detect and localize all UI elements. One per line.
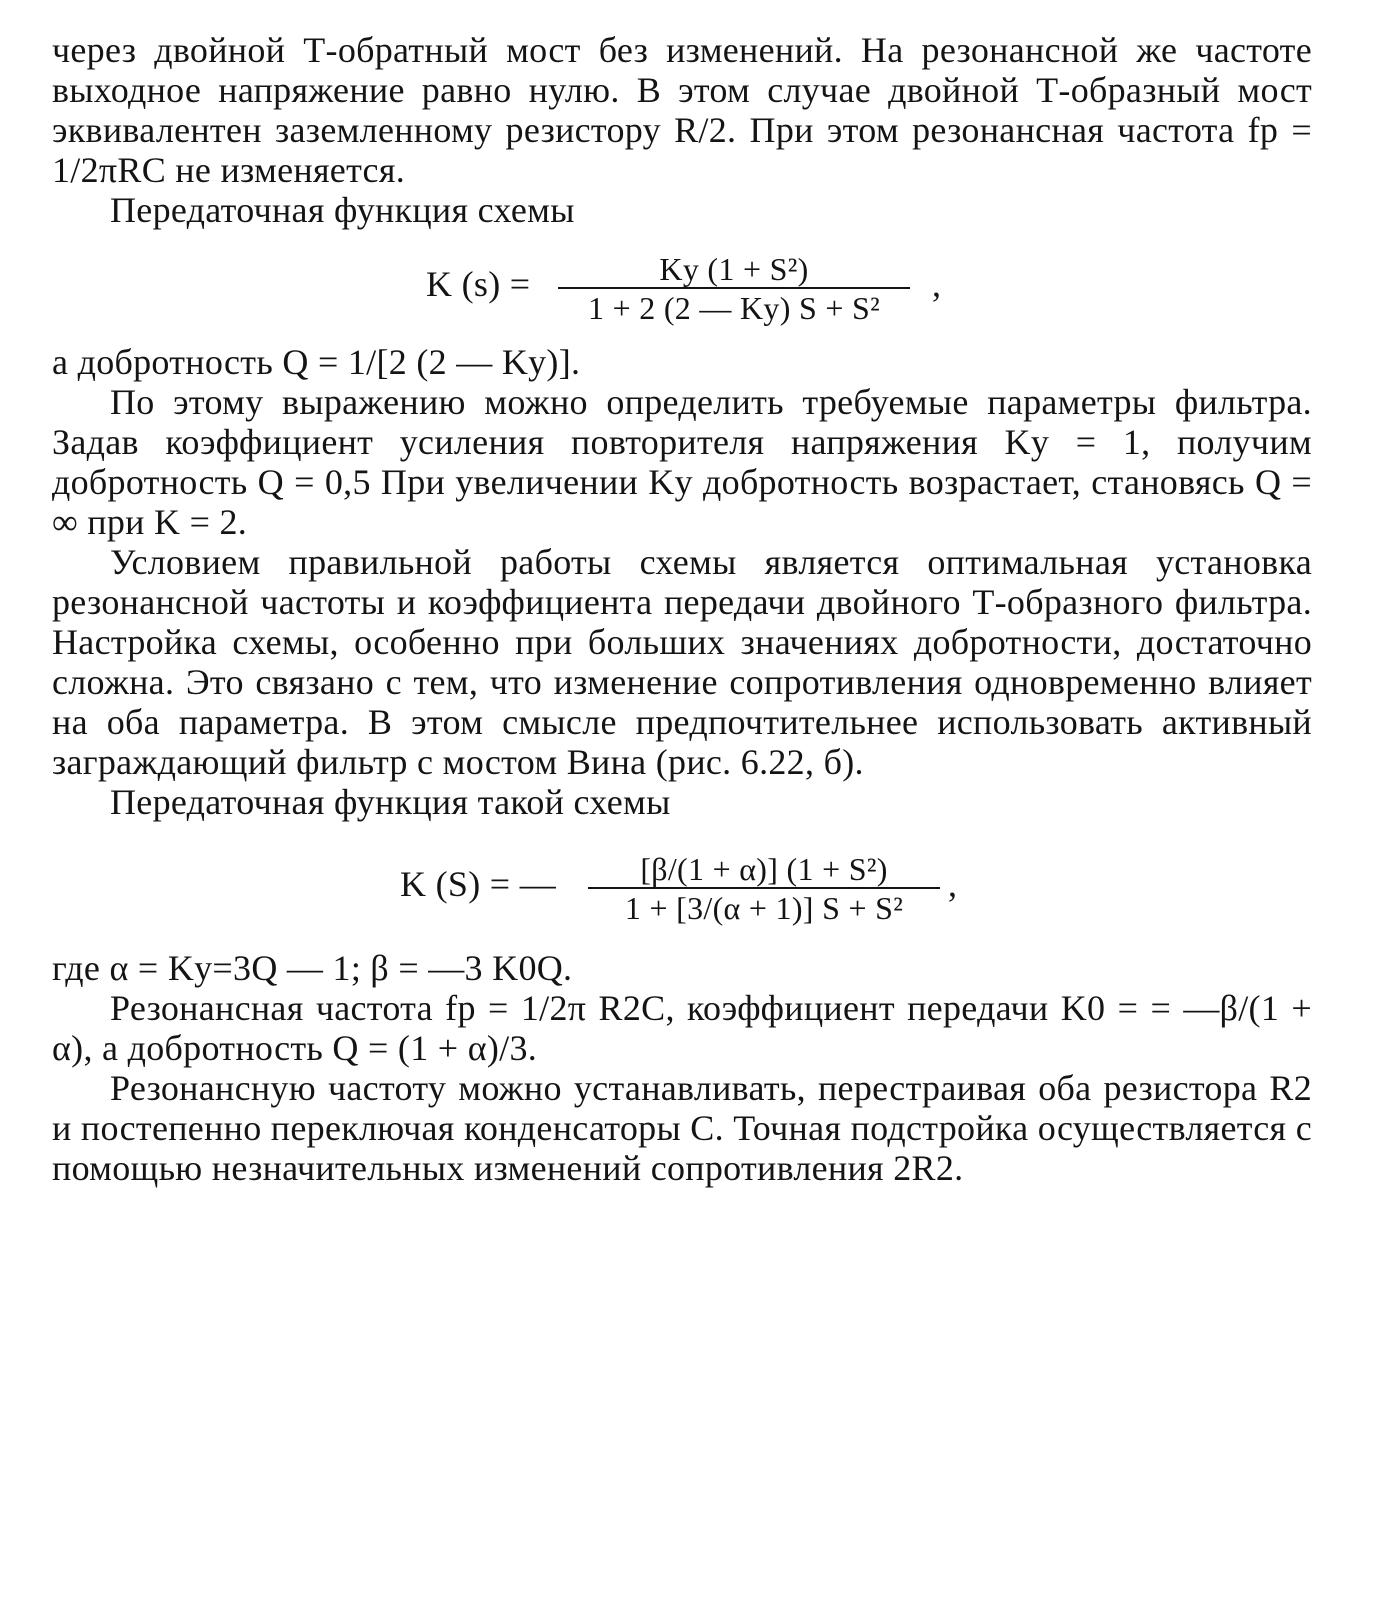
formula-1-denominator: 1 + 2 (2 — Kу) S + S² xyxy=(587,290,880,326)
formula-2-comma: , xyxy=(948,864,958,904)
formula-2-lhs: K (S) = — xyxy=(400,864,556,904)
paragraph-5: Условием правильной работы схемы является оптимальная установка резонансной частоты и коэффициента передачи двойного Т-образного фильтра. Настройка схемы, особенно при больших значениях добротности, достаточно сложна. Это связано с тем, что изменение сопротивления одновременно влияет на оба параметра. В этом смысле предпочтительнее использовать активный заграждающий фильтр с мостом Вина (рис. 6.22, б). xyxy=(52,542,1312,782)
formula-2-denominator: 1 + [3/(α + 1)] S + S² xyxy=(624,890,904,926)
formula-1-lhs: K (s) = xyxy=(426,264,531,304)
formula-2-fraction xyxy=(588,852,940,925)
paragraph-7: где α = Kу=3Q — 1; β = —3 K0Q. xyxy=(52,948,573,988)
formula-1-numerator: Kу (1 + S²) xyxy=(659,251,809,287)
formula-1-fraction-bar xyxy=(558,287,910,289)
paragraph-6: Передаточная функция такой схемы xyxy=(110,782,671,822)
formula-2-numerator: [β/(1 + α)] (1 + S²) xyxy=(640,851,888,887)
paragraph-9: Резонансную частоту можно устанавливать, перестраивая оба резистора R2 и постепенно переключая конденсаторы C. Точная подстройка осуществляется с помощью незначительных изменений сопротивления 2R2. xyxy=(52,1068,1312,1188)
paragraph-1: через двойной Т-обратный мост без изменений. На резонансной же частоте выходное напряжение равно нулю. В этом случае двойной Т-образный мост эквивалентен заземленному резистору R/2. При этом резонансная частота fр = 1/2πRC не изменяется. xyxy=(52,30,1312,190)
formula-1-comma: , xyxy=(932,264,942,304)
formula-2-fraction-bar xyxy=(588,887,940,889)
formula-transfer-1 xyxy=(52,251,1312,326)
paragraph-2: Передаточная функция схемы xyxy=(110,190,575,230)
page-text xyxy=(52,30,1312,1188)
paragraph-8: Резонансная частота fр = 1/2π R2C, коэффициент передачи K0 = = —β/(1 + α), а добротность Q = (1 + α)/3. xyxy=(52,988,1312,1068)
paragraph-4: По этому выражению можно определить требуемые параметры фильтра. Задав коэффициент усиления повторителя напряжения Kу = 1, получим добротность Q = 0,5 При увеличении Kу добротность возрастает, становясь Q = ∞ при K = 2. xyxy=(52,382,1312,542)
paragraph-3: а добротность Q = 1/[2 (2 — Kу)]. xyxy=(52,342,581,382)
formula-1-fraction xyxy=(558,252,910,325)
formula-transfer-2 xyxy=(52,851,1312,926)
